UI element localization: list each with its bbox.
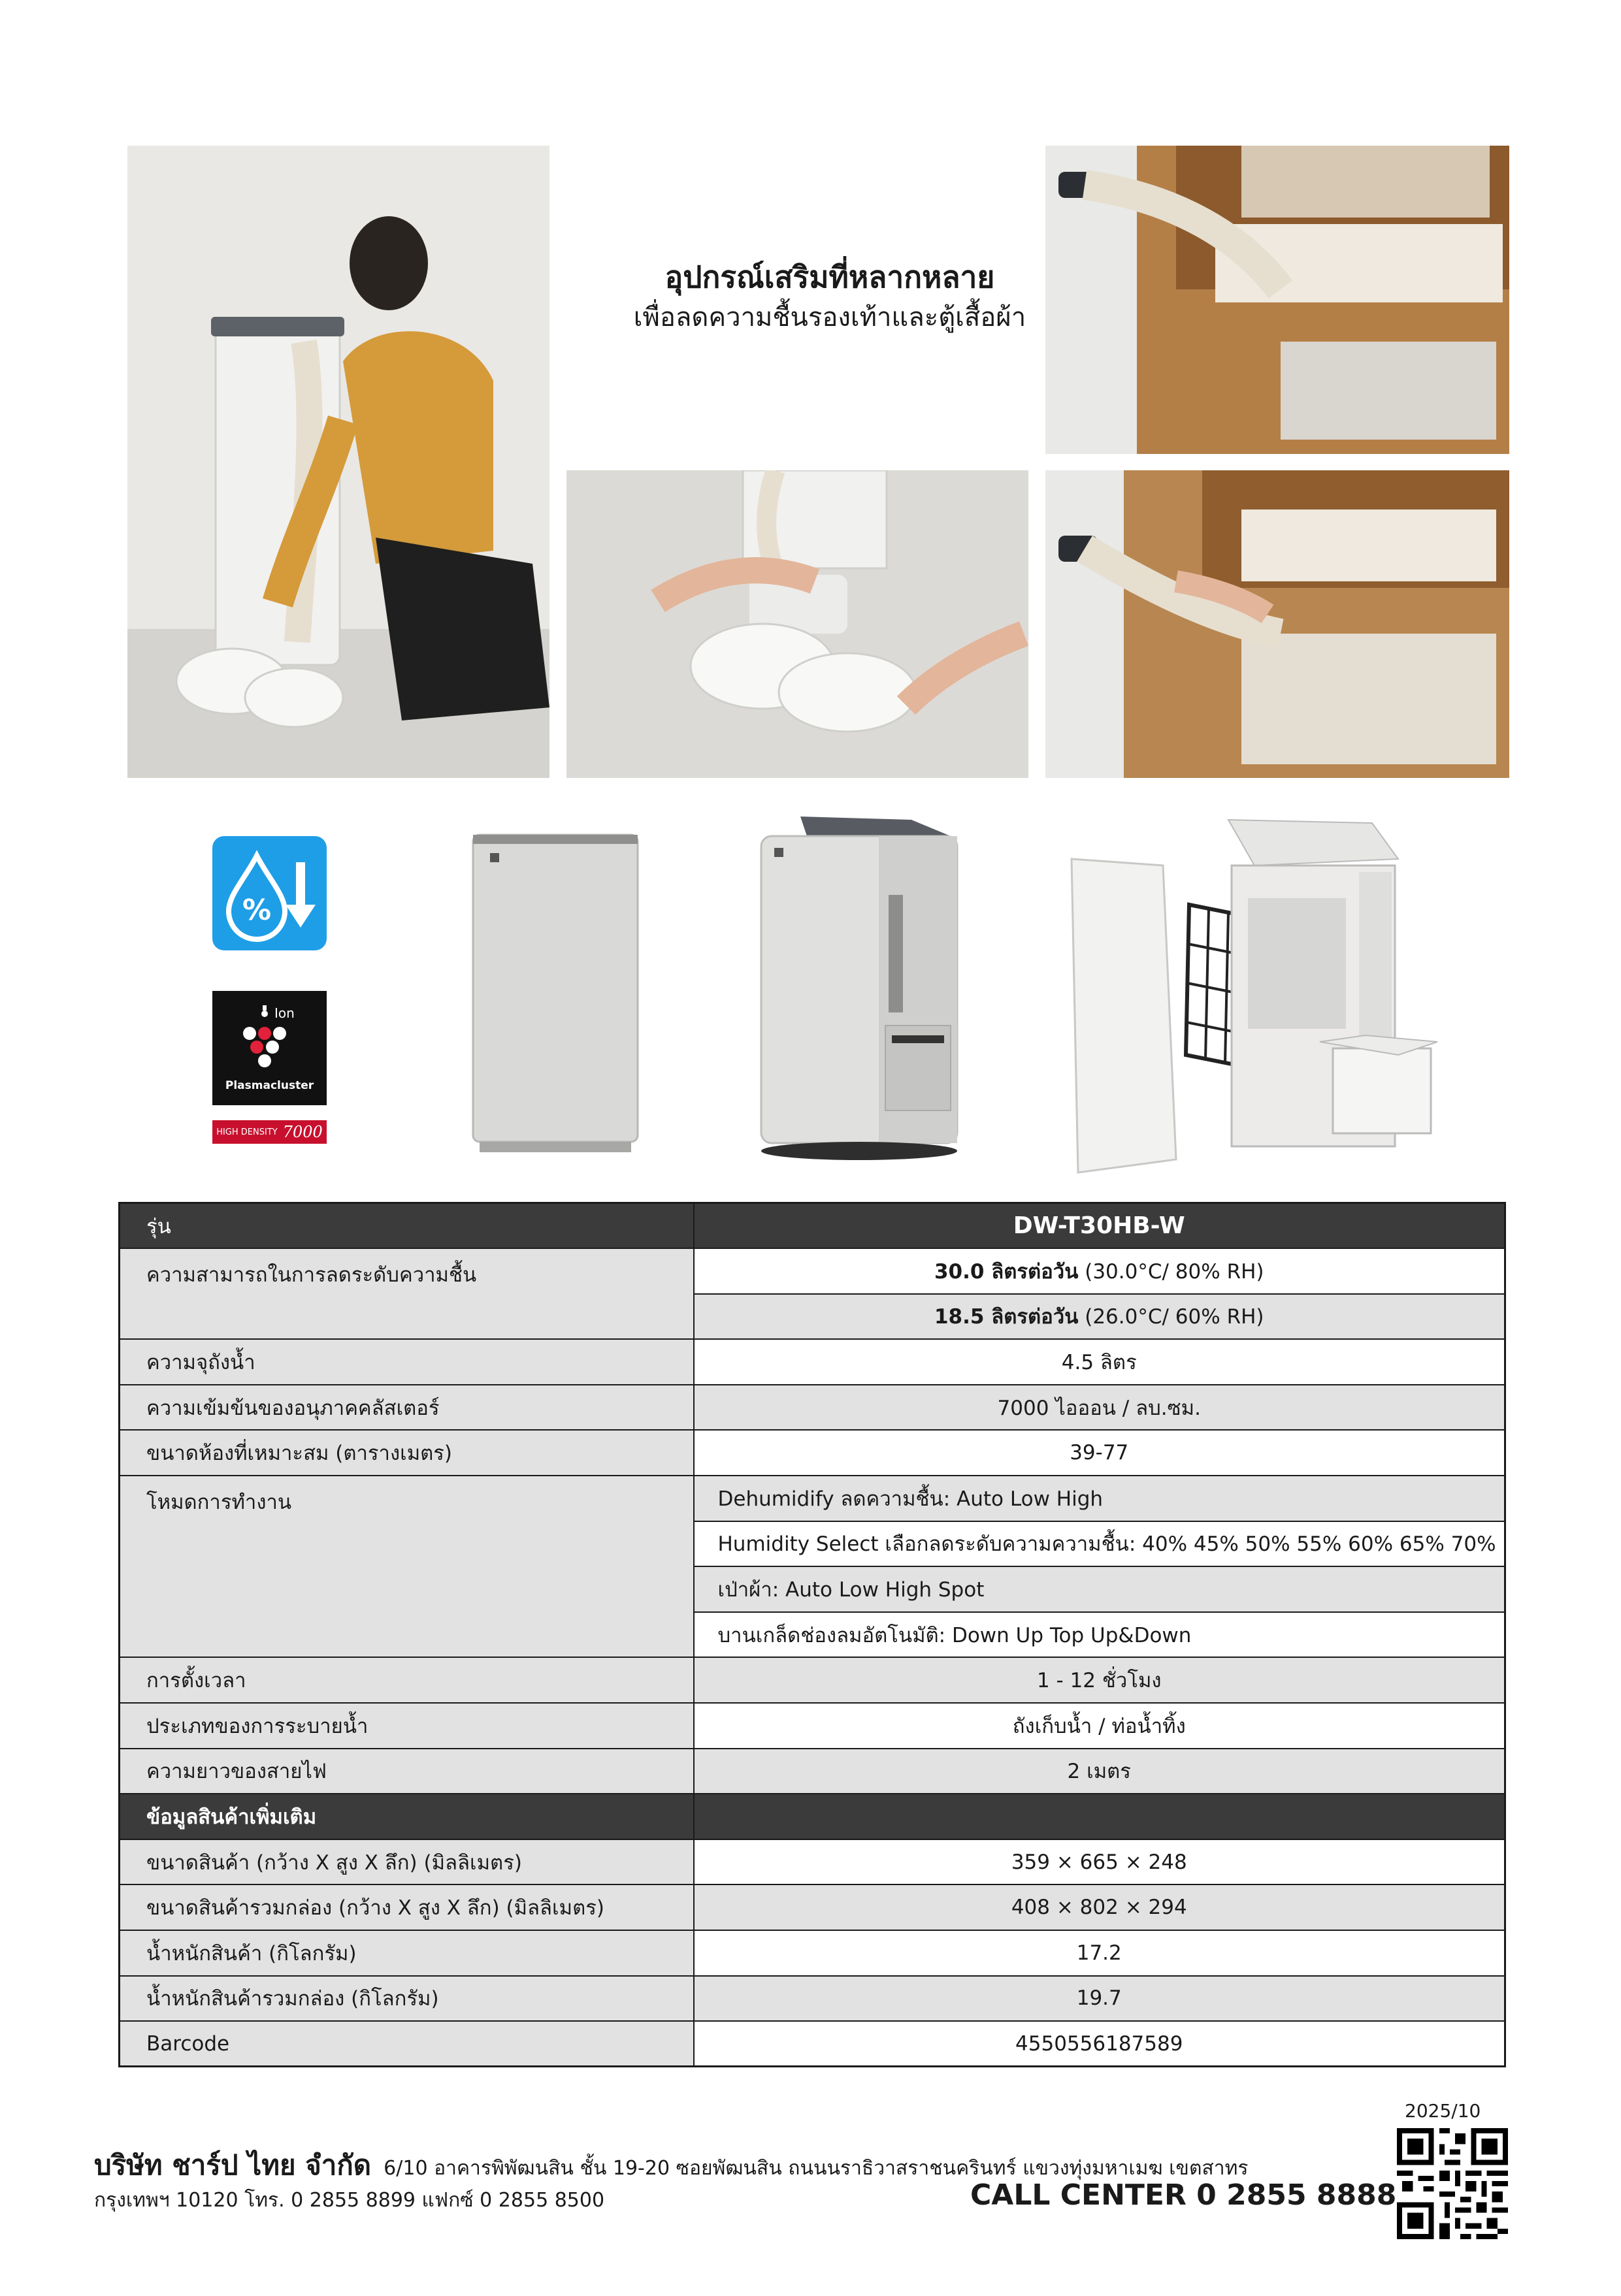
box-weight-value: 19.7 <box>694 1976 1505 2022</box>
photo-closet-lower <box>1045 470 1509 778</box>
capacity-1-bold: 30.0 ลิตรต่อวัน <box>934 1259 1079 1284</box>
product-exploded-view <box>1058 807 1457 1179</box>
model-value: DW-T30HB-W <box>694 1203 1505 1249</box>
ion-label: ความเข้มข้นของอนุภาคคลัสเตอร์ <box>120 1385 694 1431</box>
capacity-label: ความสามารถในการลดระดับความชื้น <box>120 1248 694 1339</box>
table-row-size <box>120 1839 1505 1885</box>
cord-value: 2 เมตร <box>694 1749 1505 1794</box>
extra-blank <box>694 1794 1505 1839</box>
table-row-weight <box>120 1930 1505 1976</box>
table-row-cord <box>120 1749 1505 1794</box>
barcode-value: 4550556187589 <box>1015 2031 1183 2056</box>
capacity-value-1 <box>694 1248 1505 1294</box>
room-value: 39-77 <box>694 1430 1505 1476</box>
headline-title: อุปกรณ์เสริมที่หลากหลาย <box>664 259 995 295</box>
headline-subtitle: เพื่อลดความชื้นรองเท้าและตู้เสื้อผ้า <box>633 302 1026 332</box>
mode-value-2: Humidity Select เลือกลดระดับความความชื้น: 40% 45% 50% 55% 60% 65% 70% <box>694 1521 1505 1567</box>
capacity-2-bold: 18.5 ลิตรต่อวัน <box>934 1305 1079 1329</box>
plasmacluster-name-text: Plasmacluster <box>225 1079 314 1092</box>
weight-label: น้ำหนักสินค้า (กิโลกรัม) <box>120 1930 694 1976</box>
tank-value: 4.5 ลิตร <box>694 1339 1505 1385</box>
qr-code-icon <box>1397 2128 1508 2239</box>
table-row-mode-1 <box>120 1476 1505 1521</box>
product-front-view <box>464 830 647 1163</box>
mode-value-3: เป่าผ้า: Auto Low High Spot <box>694 1566 1505 1612</box>
address-line-1: 6/10 อาคารพิพัฒนสิน ชั้น 19-20 ซอยพัฒนสิน ถนนนราธิวาสราชนครินทร์ แขวงทุ่งมหาเมฆ เขตสาทร <box>384 2157 1249 2180</box>
size-label: ขนาดสินค้า (กว้าง X สูง X ลึก) (มิลลิเมตร) <box>120 1839 694 1885</box>
headline <box>575 256 1085 337</box>
table-row-box-size <box>120 1884 1505 1930</box>
barcode-label: Barcode <box>120 2021 694 2067</box>
density-prefix-text: HIGH DENSITY <box>216 1127 278 1137</box>
table-row-box-weight <box>120 1976 1505 2022</box>
address-line-2: กรุงเทพฯ 10120 โทร. 0 2855 8899 แฟกซ์ 0 2855 8500 <box>94 2189 605 2212</box>
timer-label: การตั้งเวลา <box>120 1657 694 1703</box>
size-value: 359 × 665 × 248 <box>694 1839 1505 1885</box>
plasmacluster-ion-text: Ion <box>274 1005 295 1021</box>
room-label: ขนาดห้องที่เหมาะสม (ตารางเมตร) <box>120 1430 694 1476</box>
table-row-capacity-1 <box>120 1248 1505 1294</box>
table-row-timer <box>120 1657 1505 1703</box>
drop-percent-down-icon <box>212 836 327 950</box>
ion-value: 7000 ไอออน / ลบ.ซม. <box>694 1385 1505 1431</box>
capacity-2-cond: (26.0°C/ 60% RH) <box>1078 1305 1264 1329</box>
mode-label: โหมดการทำงาน <box>120 1476 694 1657</box>
company-name: บริษัท ชาร์ป ไทย จำกัด <box>94 2149 372 2181</box>
table-row-model <box>120 1203 1505 1249</box>
photo-closet-upper <box>1045 146 1509 454</box>
capacity-value-2 <box>694 1294 1505 1340</box>
extra-label: ข้อมูลสินค้าเพิ่มเติม <box>120 1794 694 1839</box>
model-label: รุ่น <box>120 1203 694 1249</box>
table-row-drain <box>120 1703 1505 1749</box>
product-side-view <box>755 810 970 1169</box>
drain-value: ถังเก็บน้ำ / ท่อน้ำทิ้ง <box>694 1703 1505 1749</box>
svg-text:%: % <box>242 894 272 927</box>
plasmacluster-logo <box>212 991 327 1105</box>
high-density-badge <box>212 1120 327 1144</box>
table-row-room <box>120 1430 1505 1476</box>
cord-label: ความยาวของสายไฟ <box>120 1749 694 1794</box>
box-size-value: 408 × 802 × 294 <box>694 1884 1505 1930</box>
tank-label: ความจุถังน้ำ <box>120 1339 694 1385</box>
weight-value: 17.2 <box>694 1930 1505 1976</box>
table-row-extra-header <box>120 1794 1505 1839</box>
spec-table <box>118 1202 1506 2067</box>
box-size-label: ขนาดสินค้ารวมกล่อง (กว้าง X สูง X ลึก) (มิลลิเมตร) <box>120 1884 694 1930</box>
mode-value-4: บานเกล็ดช่องลมอัตโนมัติ: Down Up Top Up&Down <box>694 1612 1505 1658</box>
capacity-1-cond: (30.0°C/ 80% RH) <box>1078 1259 1264 1284</box>
timer-value: 1 - 12 ชั่วโมง <box>694 1657 1505 1703</box>
density-value-text: 7000 <box>282 1123 323 1141</box>
mode-value-1: Dehumidify ลดความชื้น: Auto Low High <box>694 1476 1505 1521</box>
table-row-tank <box>120 1339 1505 1385</box>
box-weight-label: น้ำหนักสินค้ารวมกล่อง (กิโลกรัม) <box>120 1976 694 2022</box>
drain-label: ประเภทของการระบายน้ำ <box>120 1703 694 1749</box>
issue-date: 2025/10 <box>1405 2100 1481 2122</box>
table-row-ion <box>120 1385 1505 1431</box>
photo-shoe-dryer-closeup <box>566 470 1028 778</box>
table-row-barcode <box>120 2021 1505 2067</box>
photo-woman-drying-shoes <box>127 146 549 778</box>
call-center: CALL CENTER 0 2855 8888 <box>970 2178 1397 2212</box>
